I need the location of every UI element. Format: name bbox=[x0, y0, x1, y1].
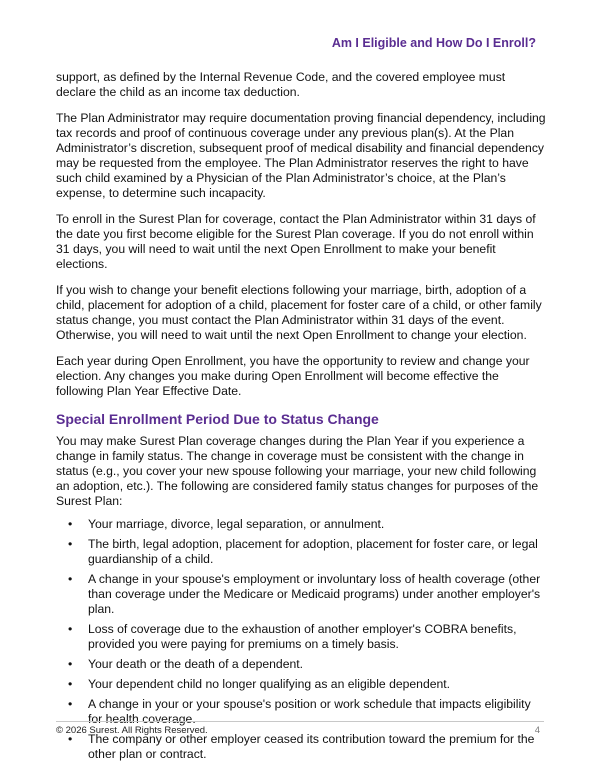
bullet-icon: • bbox=[68, 697, 73, 711]
list-item bbox=[56, 572, 548, 617]
list-item-text: A change in your spouse's employment or involuntary loss of health coverage (other than coverage under the Medicare or Medicaid programs) under another employer's plan. bbox=[88, 572, 541, 616]
page-number: 4 bbox=[534, 725, 540, 736]
bullet-icon: • bbox=[68, 677, 73, 691]
copyright-notice: © 2026 Surest. All Rights Reserved. bbox=[56, 725, 208, 736]
list-item bbox=[56, 732, 548, 762]
paragraph: support, as defined by the Internal Revenue Code, and the covered employee must declare the child as an income tax deduction. bbox=[56, 70, 506, 99]
running-header: Am I Eligible and How Do I Enroll? bbox=[331, 36, 536, 50]
paragraph: To enroll in the Surest Plan for coverage, contact the Plan Administrator within 31 days of the date you first become eligible for the Surest Plan coverage. If you do not enroll within 31 days, you will need to wait until the next Open Enrollment to make your benefit elections. bbox=[56, 212, 536, 271]
list-item-text: A change in your or your spouse's position or work schedule that impacts eligibility for health coverage. bbox=[88, 697, 531, 726]
footer-divider bbox=[56, 721, 544, 722]
page-footer bbox=[56, 725, 544, 736]
page-content bbox=[56, 70, 548, 767]
list-item-text: Loss of coverage due to the exhaustion of another employer's COBRA benefits, provided you were paying for premiums on a timely basis. bbox=[88, 622, 517, 651]
paragraph: Each year during Open Enrollment, you have the opportunity to review and change your election. Any changes you make during Open Enrollment will become effective the following Plan Year Effective Date. bbox=[56, 354, 530, 398]
list-item bbox=[56, 622, 548, 652]
bullet-icon: • bbox=[68, 537, 73, 551]
list-item-text: The birth, legal adoption, placement for adoption, placement for foster care, or legal guardianship of a child. bbox=[88, 537, 538, 566]
bullet-icon: • bbox=[68, 572, 73, 586]
list-item-text: Your death or the death of a dependent. bbox=[88, 657, 304, 671]
section-intro: You may make Surest Plan coverage changes during the Plan Year if you experience a change in family status. The change in coverage must be consistent with the change in status (e.g., you cover your new spouse following your marriage, your new child following an adoption, etc.). The following are considered family status changes for purposes of the Surest Plan: bbox=[56, 434, 539, 508]
list-item bbox=[56, 517, 548, 532]
paragraph: If you wish to change your benefit elections following your marriage, birth, adoption of a child, placement for adoption of a child, placement for foster care of a child, or other family status change, you must contact the Plan Administrator within 31 days of the event. Otherwise, you will need to wait until the next Open Enrollment to change your election. bbox=[56, 283, 542, 342]
list-item bbox=[56, 677, 548, 692]
bullet-icon: • bbox=[68, 657, 73, 671]
section-heading: Special Enrollment Period Due to Status Change bbox=[56, 411, 379, 427]
bullet-icon: • bbox=[68, 732, 73, 746]
bullet-icon: • bbox=[68, 517, 73, 531]
paragraph: The Plan Administrator may require documentation proving financial dependency, including tax records and proof of continuous coverage under any previous plan(s). At the Plan Administrator’s discretion, subsequent proof of medical disability and financial dependency may be requested from the employee. The Plan Administrator reserves the right to have such child examined by a Physician of the Plan Administrator’s choice, at the Plan’s expense, to determine such incapacity. bbox=[56, 111, 546, 200]
list-item bbox=[56, 537, 548, 567]
list-item-text: The company or other employer ceased its contribution toward the premium for the other plan or contract. bbox=[88, 732, 535, 761]
list-item-text: Your marriage, divorce, legal separation, or annulment. bbox=[88, 517, 385, 531]
list-item bbox=[56, 697, 548, 727]
list-item-text: Your dependent child no longer qualifying as an eligible dependent. bbox=[88, 677, 451, 691]
bullet-icon: • bbox=[68, 622, 73, 636]
list-item bbox=[56, 657, 548, 672]
